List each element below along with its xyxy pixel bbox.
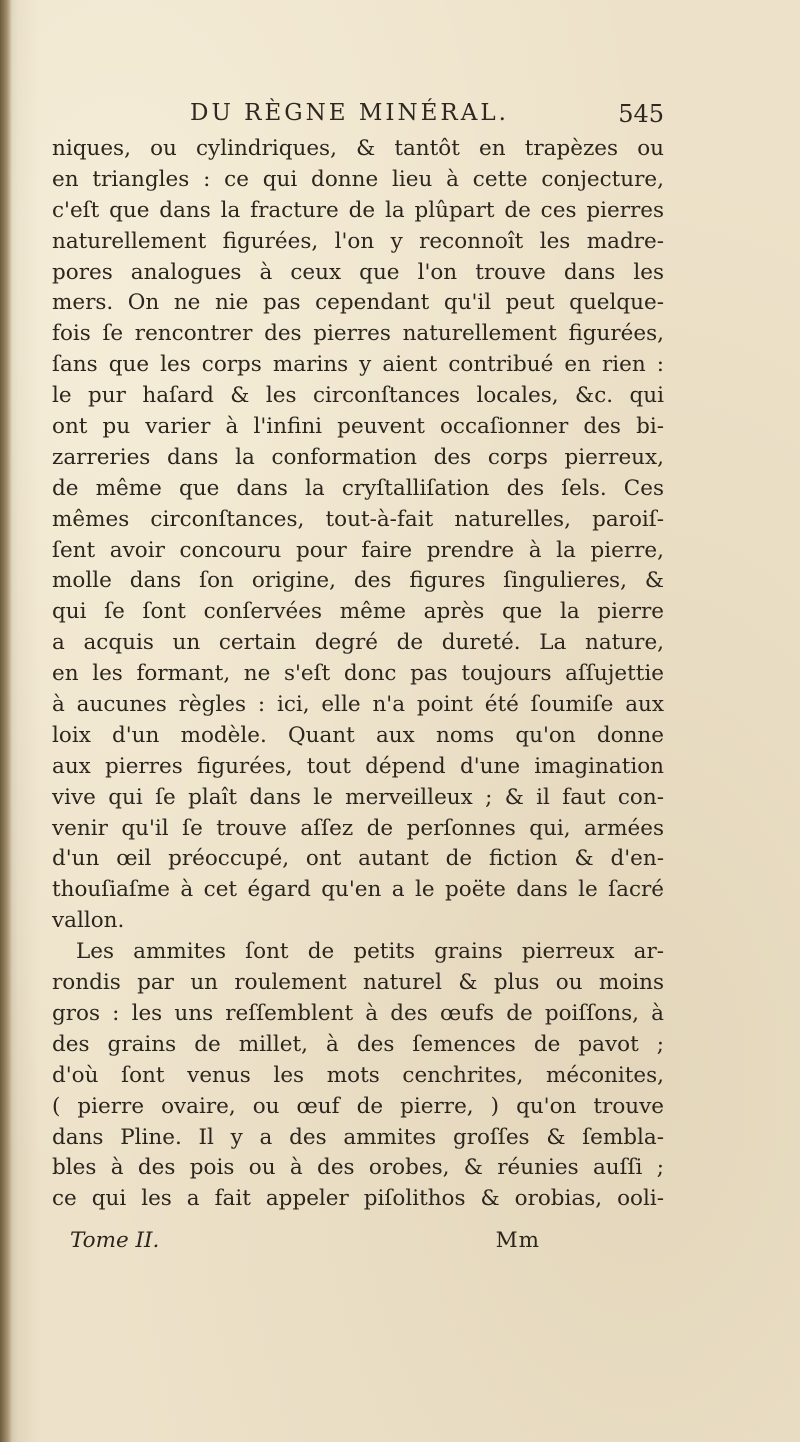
text-line: aux pierres figurées, tout dépend d'une imagination — [52, 753, 664, 779]
paragraph-1 — [52, 134, 664, 937]
text-line: d'un œil préoccupé, ont autant de fiction & d'en- — [52, 846, 664, 872]
text-line: c'eſt que dans la fracture de la plûpart de ces pierres — [52, 197, 664, 223]
text-line: en les formant, ne s'eſt donc pas toujours aſſujettie — [52, 661, 664, 687]
page-edge-shadow — [0, 0, 12, 1442]
text-line: ſent avoir concouru pour faire prendre à la pierre, — [52, 537, 664, 563]
text-line: niques, ou cylindriques, & tantôt en trapèzes ou — [52, 136, 664, 161]
text-line: thouſiaſme à cet égard qu'en a le poëte dans le ſacré — [52, 877, 664, 903]
text-line: de même que dans la cryſtalliſation des ſels. Ces — [52, 475, 664, 501]
text-line: vive qui ſe plaît dans le merveilleux ; & il faut con- — [52, 784, 664, 810]
text-line: pores analogues à ceux que l'on trouve dans les — [52, 259, 664, 285]
text-line: ( pierre ovaire, ou œuf de pierre, ) qu'on trouve — [52, 1093, 664, 1119]
page-footer — [70, 1228, 540, 1260]
page-number: 545 — [618, 100, 664, 128]
text-line: naturellement figurées, l'on y reconnoît les madre- — [52, 228, 664, 254]
text-line: ce qui les a fait appeler piſolithos & orobias, ooli- — [52, 1186, 664, 1212]
signature-mark: Mm — [495, 1228, 540, 1253]
text-line: bles à des pois ou à des orobes, & réunies auſſi ; — [52, 1155, 664, 1181]
text-line: zarreries dans la conformation des corps pierreux, — [52, 444, 664, 470]
text-line: vallon. — [52, 908, 125, 934]
text-line: ont pu varier à l'infini peuvent occaſionner des bi- — [52, 414, 664, 440]
text-line: dans Pline. Il y a des ammites groſſes & ſembla- — [52, 1124, 664, 1150]
text-line: des grains de millet, à des ſemences de pavot ; — [52, 1031, 664, 1057]
text-line: gros : les uns reſſemblent à des œufs de poiſſons, à — [52, 1000, 664, 1026]
text-line: d'où ſont venus les mots cenchrites, méconites, — [52, 1062, 664, 1088]
text-line: rondis par un roulement naturel & plus ou moins — [52, 970, 664, 996]
text-line: mêmes circonſtances, tout-à-fait naturelles, paroiſ- — [52, 506, 664, 532]
running-title: DU RÈGNE MINÉRAL. — [190, 100, 509, 126]
text-line: ſans que les corps marins y aient contribué en rien : — [52, 352, 664, 378]
text-line: qui ſe ſont conſervées même après que la pierre — [52, 599, 664, 625]
text-line: fois ſe rencontrer des pierres naturellement figurées, — [52, 321, 664, 347]
text-line: Les ammites ſont de petits grains pierreux ar- — [76, 939, 664, 965]
paragraph-2 — [52, 937, 664, 1215]
text-line: molle dans ſon origine, des figures ſingulieres, & — [52, 568, 664, 594]
text-line: le pur haſard & les circonſtances locales, &c. qui — [52, 383, 664, 409]
text-line: à aucunes règles : ici, elle n'a point été ſoumiſe aux — [52, 692, 664, 718]
text-line: a acquis un certain degré de dureté. La nature, — [52, 630, 664, 656]
text-line: en triangles : ce qui donne lieu à cette conjecture, — [52, 166, 664, 192]
volume-label: Tome II. — [70, 1228, 160, 1253]
text-line: loix d'un modèle. Quant aux noms qu'on donne — [52, 722, 664, 748]
text-line: mers. On ne nie pas cependant qu'il peut quelque- — [52, 290, 664, 316]
body-text — [52, 134, 664, 1215]
text-line: venir qu'il ſe trouve aſſez de perſonnes qui, armées — [52, 815, 664, 841]
